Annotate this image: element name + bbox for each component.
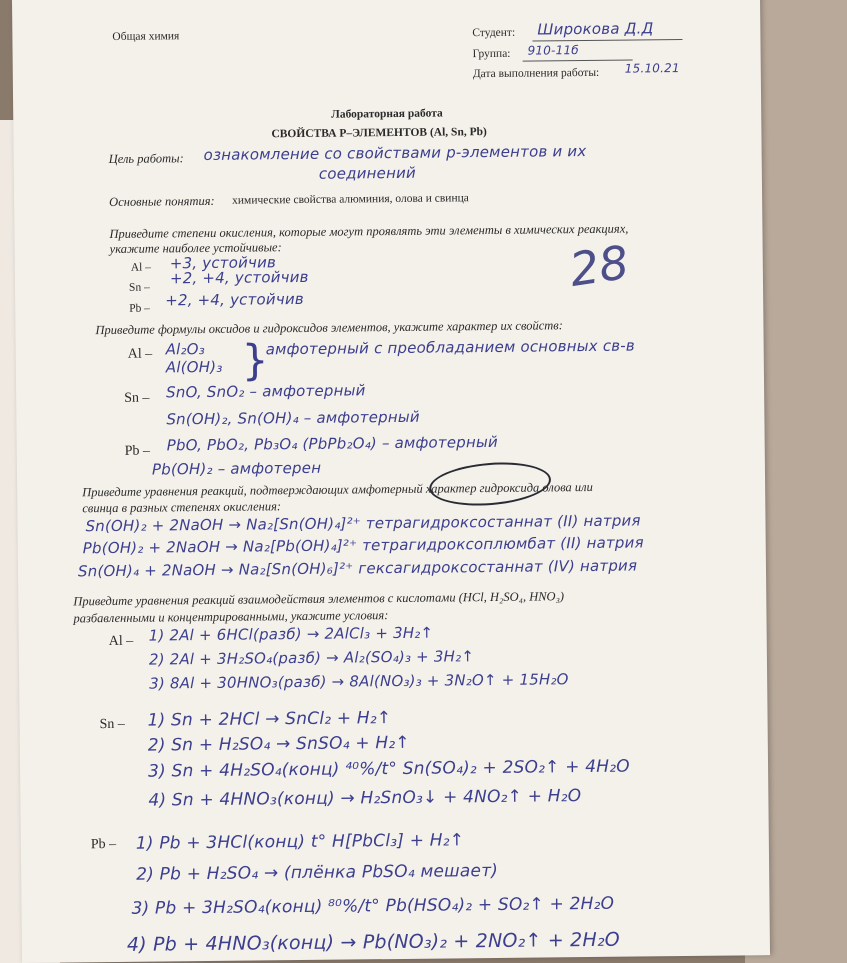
task1-question-line2: укажите наиболее устойчивые: [109,240,282,256]
task4-al-eq3: 3) 8Al + 30HNO₃(разб) → 8Al(NO₃)₃ + 3N₂O↑ + 15H₂O [149,670,569,693]
task2-pb-label: Pb – [124,443,151,459]
task3-question-line2: свинца в разных степенях окисления: [82,499,282,516]
task4-sn-label: Sn – [99,716,125,733]
task4-pb-eq4: 4) Pb + 4HNO₃(конц) → Pb(NO₃)₂ + 2NO₂↑ + 2H₂O [126,928,620,956]
task4-sn-eq2: 2) Sn + H₂SO₄ → SnSO₄ + H₂↑ [147,732,410,756]
goal-text-line1: ознакомление со свойствами р-элементов и их [203,141,587,165]
group-value: 910-11б [527,43,579,58]
subject-label: Общая химия [112,30,180,43]
concepts-text: химические свойства алюминия, олова и свинца [232,192,469,207]
grade-mark: 28 [566,234,633,297]
task4-question-line1: Приведите уравнения реакций взаимодействия элементов с кислотами (HCl, H₂SO₄, HNO₃) [73,589,565,609]
task3-eq3: Sn(OH)₄ + 2NaOH → Na₂[Sn(OH)₆]²⁺ гексагидроксостаннат (IV) натрия [77,556,638,581]
date-label: Дата выполнения работы: [472,66,600,81]
task3-question-line1: Приведите уравнения реакций, подтверждающих амфотерный характер гидроксида олова или [82,479,593,500]
student-label: Студент: [472,26,516,40]
task4-pb-eq3: 3) Pb + 3H₂SO₄(конц) ⁸⁰%/t° Pb(HSO₄)₂ + SO₂↑ + 2H₂O [131,893,615,919]
task1-al-answer: +3, устойчив [169,253,277,273]
task2-question: Приведите формулы оксидов и гидроксидов элементов, укажите характер их свойств: [95,318,563,338]
task4-pb-eq2: 2) Pb + H₂SO₄ → (плёнка PbSO₄ мешает) [136,860,499,885]
task3-eq2: Pb(OH)₂ + 2NaOH → Na₂[Pb(OH)₄]²⁺ тетрагидроксоплюмбат (II) натрия [82,533,644,558]
group-label: Группа: [472,47,511,61]
task4-al-label: Al – [108,633,134,650]
goal-label: Цель работы: [108,151,184,166]
concepts-label: Основные понятия: [109,193,215,209]
task4-al-eq2: 2) 2Al + 3H₂SO₄(разб) → Al₂(SO₄)₃ + 3H₂↑ [148,647,475,669]
lab-subtitle: СВОЙСТВА P–ЭЛЕМЕНТОВ (Al, Sn, Pb) [271,126,487,141]
task4-sn-eq3: 3) Sn + 4H₂SO₄(конц) ⁴⁰%/t° Sn(SO₄)₂ + 2SO₂↑ + 4H₂O [147,756,630,782]
task1-pb-answer: +2, +4, устойчив [165,289,304,310]
task4-al-eq1: 1) 2Al + 6HCl(разб) → 2AlCl₃ + 3H₂↑ [148,623,434,645]
task2-al-oxide: Al₂O₃ [165,339,206,359]
worksheet-page [12,0,770,963]
goal-text-line2: соединений [318,163,417,183]
task1-sn-label: Sn – [128,281,150,294]
lab-title: Лабораторная работа [331,107,443,121]
student-name: Широкова Д.Д [537,19,654,39]
task2-sn-line2: Sn(OH)₂, Sn(OH)₄ – амфотерный [166,407,420,429]
task4-pb-eq1: 1) Pb + 3HCl(конц) t° H[PbCl₃] + H₂↑ [135,830,465,854]
task4-sn-eq1: 1) Sn + 2HCl → SnCl₂ + H₂↑ [147,708,392,731]
task1-question-line1: Приведите степени окисления, которые могут проявлять эти элементы в химических реакциях, [109,221,629,241]
task2-sn-line1: SnO, SnO₂ – амфотерный [166,381,366,402]
group-underline [523,60,633,62]
task2-pb-line2: Pb(OH)₂ – амфотерен [151,458,322,479]
task2-al-note: амфотерный с преобладанием основных св-в [265,336,636,359]
task4-pb-label: Pb – [90,836,117,853]
task1-pb-label: Pb – [129,302,151,315]
task1-sn-answer: +2, +4, устойчив [169,267,309,288]
task4-sn-eq4: 4) Sn + 4HNO₃(конц) → H₂SnO₃↓ + 4NO₂↑ + H₂O [148,786,582,811]
date-value: 15.10.21 [624,61,680,76]
task2-al-hydroxide: Al(OH)₃ [165,357,223,377]
task2-al-label: Al – [127,346,153,362]
brace-symbol: } [241,335,269,385]
student-underline [532,39,682,42]
task2-sn-label: Sn – [124,390,150,406]
task3-eq1: Sn(OH)₂ + 2NaOH → Na₂[Sn(OH)₄]²⁺ тетрагидроксостаннат (II) натрия [85,511,641,536]
task1-al-label: Al – [130,261,151,274]
task2-pb-line1: PbO, PbO₂, Pb₃O₄ (PbPb₂O₄) – амфотерный [166,432,499,455]
task4-question-line2: разбавленными и концентрированными, укажите условия: [73,608,389,626]
